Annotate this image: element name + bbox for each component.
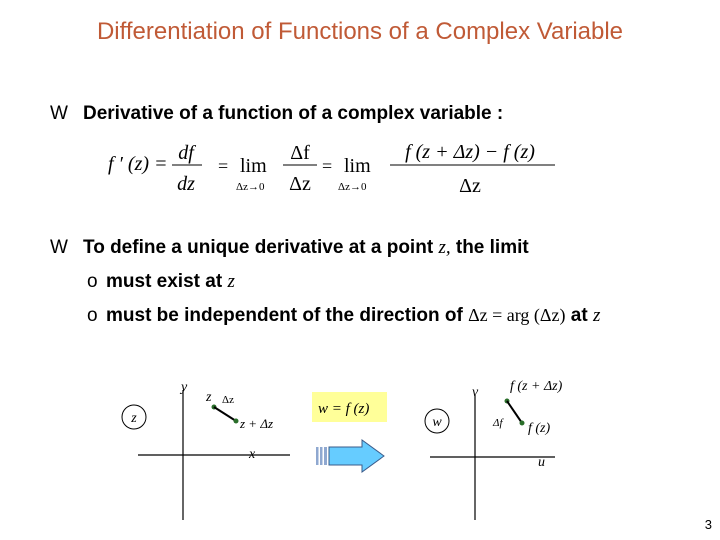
sub-bullet-independent	[106, 305, 600, 327]
formula-delta-z: Δz	[289, 173, 311, 195]
sub-bullet-marker: o	[87, 305, 98, 326]
f-z-label: f (z)	[528, 421, 551, 436]
f-z-dz-label: f (z + Δz)	[510, 379, 563, 394]
mapping-diagram	[0, 370, 720, 530]
w-plane-label: w	[432, 415, 442, 430]
bullet-unique-derivative	[83, 237, 529, 259]
formula-dz: dz	[177, 173, 195, 195]
point-z-label: z	[206, 390, 212, 405]
delta-z-vector	[214, 407, 236, 421]
formula-lim-sub-1: Δz→0	[236, 181, 265, 193]
equals-2: =	[322, 156, 333, 176]
x-axis-label: x	[249, 447, 256, 462]
formula-df: df	[178, 142, 194, 164]
arrow-tail-stripe	[320, 447, 323, 465]
u-axis-label: u	[538, 455, 545, 470]
y-axis-label: y	[181, 380, 188, 395]
math-z: z	[592, 305, 601, 326]
sub-bullet-text: must be independent of the direction of	[106, 305, 463, 326]
v-axis-label: v	[472, 385, 479, 400]
z-plane-label: z	[131, 411, 137, 426]
math-z: z,	[438, 237, 451, 258]
formula-lim-1: lim	[240, 155, 267, 177]
bullet-text-after: the limit	[455, 237, 529, 258]
formula-lim-sub-2: Δz→0	[338, 181, 367, 193]
bullet-marker: W	[50, 237, 68, 258]
derivative-formula	[100, 132, 570, 202]
slide-title: Differentiation of Functions of a Complex Variable	[96, 18, 624, 45]
mapping-arrow	[329, 440, 384, 472]
mapping-label: w = f (z)	[318, 401, 370, 417]
delta-z-label: Δz	[222, 394, 234, 406]
arrow-tail-stripe	[316, 447, 319, 465]
point-z-dz-label: z + Δz	[240, 416, 274, 431]
bullet-marker: W	[50, 103, 68, 124]
sub-bullet-marker: o	[87, 271, 98, 292]
bullet-derivative-heading: Derivative of a function of a complex variable :	[83, 103, 504, 124]
page-number: 3	[704, 517, 712, 532]
delta-f-label: Δf	[493, 417, 503, 429]
math-direction-expr: Δz = arg (Δz)	[468, 305, 566, 325]
formula-delta-f: Δf	[290, 142, 310, 164]
equals-1: =	[218, 156, 229, 176]
formula-numerator: f (z + Δz) − f (z)	[405, 141, 535, 163]
sub-bullet-text: must exist at	[106, 271, 223, 292]
sub-bullet-at: at	[570, 305, 588, 326]
point-f-z	[520, 421, 525, 426]
bullet-text-before: To define a unique derivative at a point	[83, 237, 434, 258]
delta-f-vector	[507, 401, 522, 423]
math-z: z	[227, 271, 235, 292]
formula-lhs: f ′ (z) =	[108, 153, 168, 175]
point-z-dz	[234, 419, 239, 424]
formula-denominator: Δz	[459, 175, 481, 197]
arrow-tail-stripe	[324, 447, 327, 465]
sub-bullet-must-exist	[106, 271, 235, 293]
formula-lim-2: lim	[344, 155, 371, 177]
